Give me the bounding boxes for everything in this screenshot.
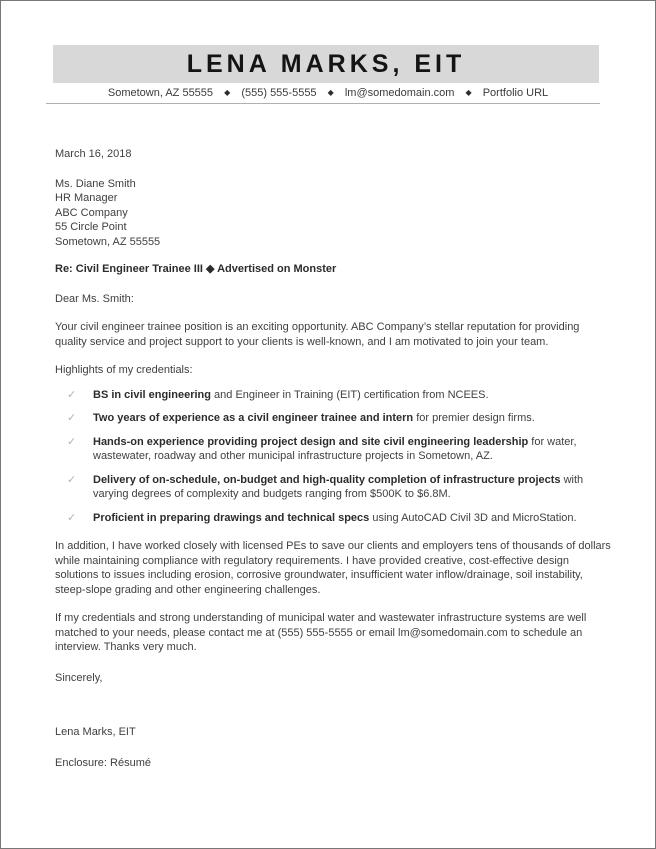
bullet-regular-text: and Engineer in Training (EIT) certification from NCEES. [210,388,489,401]
checkmark-icon: ✓ [67,388,77,401]
checkmark-icon: ✓ [67,511,77,524]
signature-name: Lena Marks, EIT [55,726,136,738]
recipient-street: 55 Circle Point [55,221,127,233]
closing: Sincerely, [55,671,103,684]
subject-line: Re: Civil Engineer Trainee III ◆ Advertised on Monster [55,263,337,275]
body-paragraph-3: If my credentials and strong understanding of municipal water and wastewater infrastructure systems are well matched to your needs, please contact me at (555) 555-5555 or email lm@somedomain.com to schedule an interview. Thanks very much. [55,612,587,653]
recipient-title: HR Manager [55,192,118,204]
bullet-text [93,435,611,464]
bullet-bold-text: Two years of experience as a civil engineer trainee and intern [93,412,414,424]
bullet-regular-text: for premier design firms. [413,412,535,424]
contact-phone: (555) 555-5555 [241,87,317,99]
diamond-separator-icon: ◆ [224,88,231,97]
bullet-bold-text: BS in civil engineering [93,388,211,401]
letter-body [1,147,655,770]
header-band [53,45,599,83]
bullet-bold-text: Proficient in preparing drawings and technical specs [93,511,370,524]
body-paragraph-2: In addition, I have worked closely with licensed PEs to save our clients and employers tens of thousands of dollars while maintaining compliance with regulatory requirements. I have provided creative, cost-effective design solutions to issues including erosion, corrosive groundwater, insufficient water inflow/drainage, soil instability, steep-slope grading and other engineering challenges. [55,540,611,596]
list-item [55,511,611,526]
list-item [55,388,611,403]
diamond-separator-icon: ◆ [465,88,472,97]
bullet-text [93,511,611,526]
recipient-address-block [55,177,611,250]
bullet-bold-text: Delivery of on-schedule, on-budget and high-quality completion of infrastructure projects [93,473,561,486]
bullet-bold-text: Hands-on experience providing project design and site civil engineering leadership [93,435,529,448]
contact-portfolio: Portfolio URL [482,87,549,99]
checkmark-icon: ✓ [67,435,77,448]
bullet-text [93,411,611,426]
header-divider [46,103,600,104]
highlights-label: Highlights of my credentials: [55,364,193,376]
applicant-name: LENA MARKS, EIT [186,50,466,78]
bullet-text [93,388,611,403]
intro-paragraph: Your civil engineer trainee position is an exciting opportunity. ABC Company’s stellar reputation for providing quality service and project support to your clients is well-known, and I am motivated to join your team. [55,321,580,348]
bullet-regular-text: for water, wastewater, roadway and other municipal infrastructure projects in Sometown, AZ. [93,435,577,462]
contact-location: Sometown, AZ 55555 [107,87,214,99]
letter-date: March 16, 2018 [55,148,132,160]
contact-line [1,87,655,99]
recipient-company: ABC Company [55,206,128,219]
bullet-regular-text: with varying degrees of complexity and budgets ranging from $500K to $6.8M. [93,473,584,500]
salutation: Dear Ms. Smith: [55,292,134,305]
credentials-list [55,388,611,526]
checkmark-icon: ✓ [67,412,77,424]
contact-email: lm@somedomain.com [344,87,455,99]
enclosure-note: Enclosure: Résumé [55,756,151,769]
recipient-name: Ms. Diane Smith [55,177,136,190]
checkmark-icon: ✓ [67,473,77,486]
diamond-separator-icon: ◆ [327,88,334,97]
list-item [55,435,611,464]
list-item [55,411,611,426]
bullet-regular-text: using AutoCAD Civil 3D and MicroStation. [369,511,577,524]
list-item [55,473,611,502]
bullet-text [93,473,611,502]
recipient-city: Sometown, AZ 55555 [55,235,161,248]
